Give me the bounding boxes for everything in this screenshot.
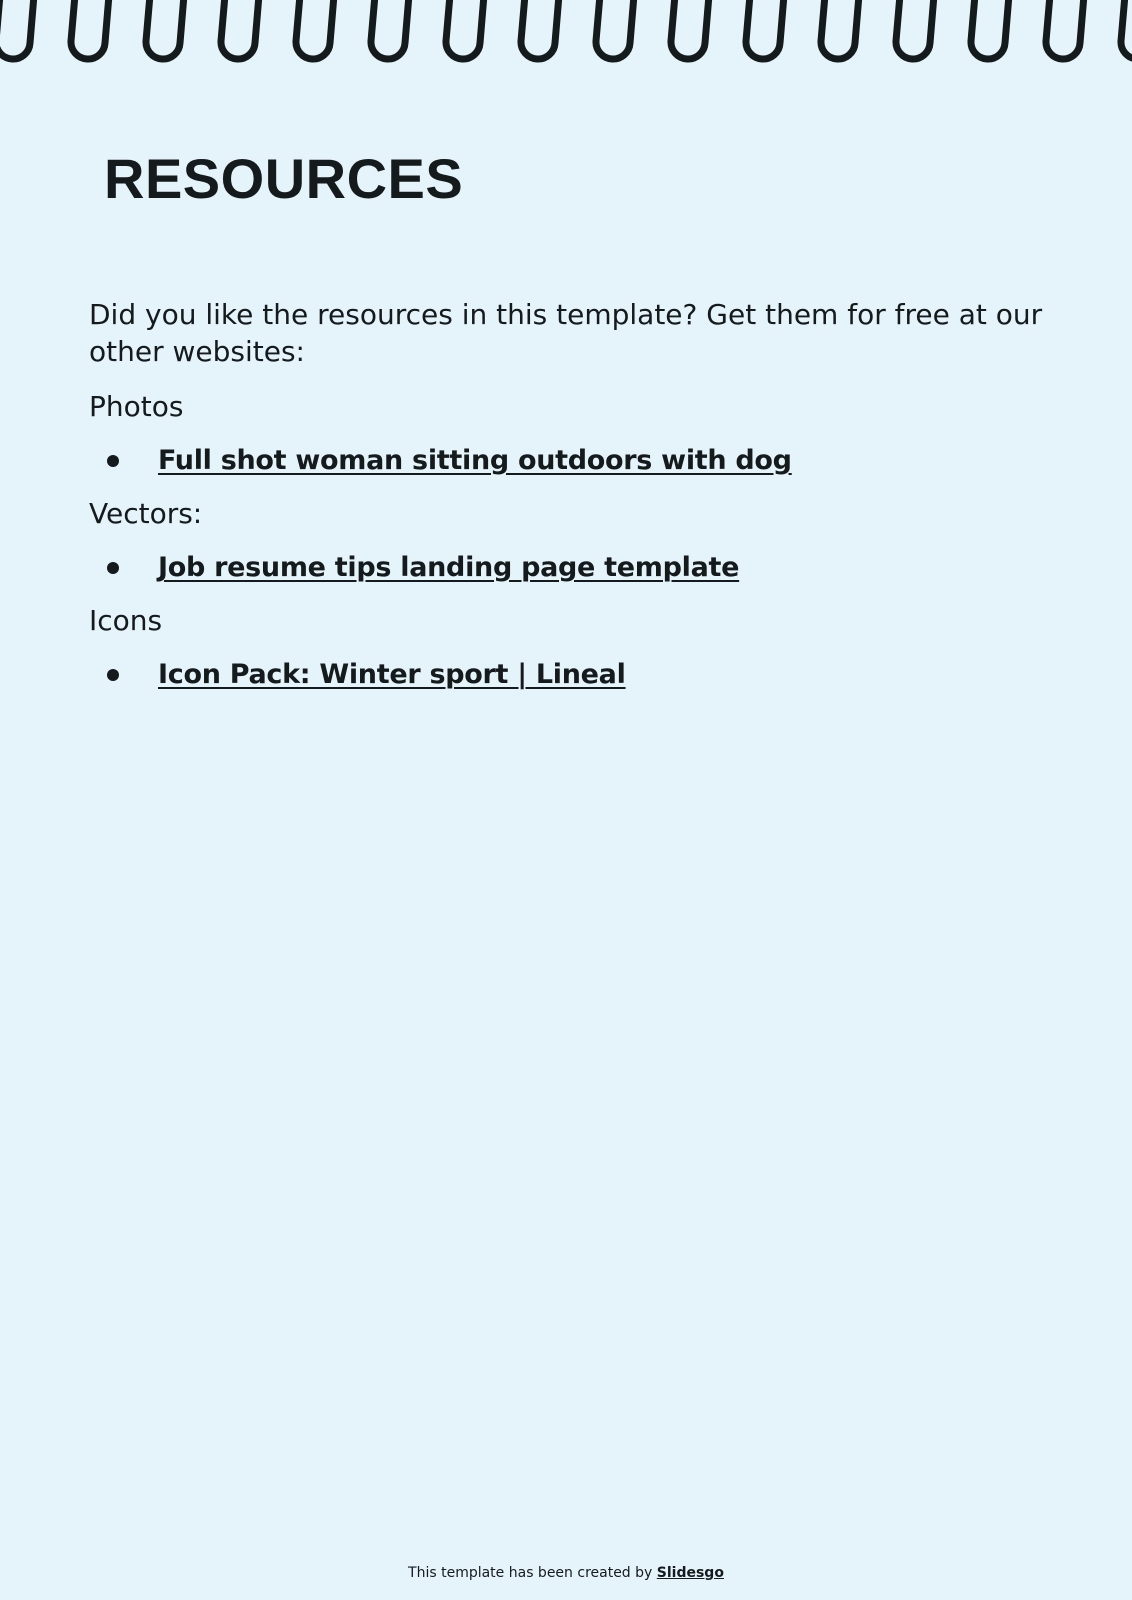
footer-text: This template has been created by bbox=[408, 1565, 653, 1581]
spiral-loop bbox=[521, 0, 559, 59]
list-item bbox=[89, 547, 1049, 588]
spiral-loop bbox=[371, 0, 409, 59]
spiral-loop bbox=[71, 0, 109, 59]
list-item bbox=[89, 440, 1049, 481]
page-title: RESOURCES bbox=[104, 147, 464, 210]
photos-list bbox=[89, 440, 1049, 481]
link-vector-job-resume[interactable]: Job resume tips landing page template bbox=[158, 552, 740, 583]
spiral-loop bbox=[446, 0, 484, 59]
slidesgo-link[interactable]: Slidesgo bbox=[656, 1565, 724, 1581]
bullet-icon bbox=[107, 562, 119, 574]
spiral-loop bbox=[221, 0, 259, 59]
intro-text: Did you like the resources in this template? Get them for free at our other websites: bbox=[89, 298, 1043, 368]
spiral-loop bbox=[671, 0, 709, 59]
bullet-icon bbox=[107, 669, 119, 681]
notebook-spiral-binding-icon bbox=[0, 0, 1132, 70]
list-item bbox=[89, 654, 1049, 695]
icons-list bbox=[89, 654, 1049, 695]
spiral-loop bbox=[971, 0, 1009, 59]
category-icons: Icons bbox=[89, 604, 163, 637]
vectors-list bbox=[89, 547, 1049, 588]
bullet-icon bbox=[107, 455, 119, 467]
spiral-loop bbox=[821, 0, 859, 59]
spiral-loop bbox=[746, 0, 784, 59]
spiral-loop bbox=[596, 0, 634, 59]
resources-content bbox=[89, 296, 1049, 709]
footer-credit bbox=[0, 1565, 1132, 1581]
spiral-loop bbox=[896, 0, 934, 59]
spiral-loop bbox=[146, 0, 184, 59]
spiral-loop bbox=[1121, 0, 1132, 59]
category-photos: Photos bbox=[89, 390, 184, 423]
category-vectors: Vectors: bbox=[89, 497, 203, 530]
spiral-loop bbox=[0, 0, 34, 59]
link-photo-woman-with-dog[interactable]: Full shot woman sitting outdoors with dog bbox=[158, 445, 792, 476]
spiral-loop bbox=[296, 0, 334, 59]
link-icon-pack-winter-sport[interactable]: Icon Pack: Winter sport | Lineal bbox=[158, 659, 626, 690]
spiral-loop bbox=[1046, 0, 1084, 59]
